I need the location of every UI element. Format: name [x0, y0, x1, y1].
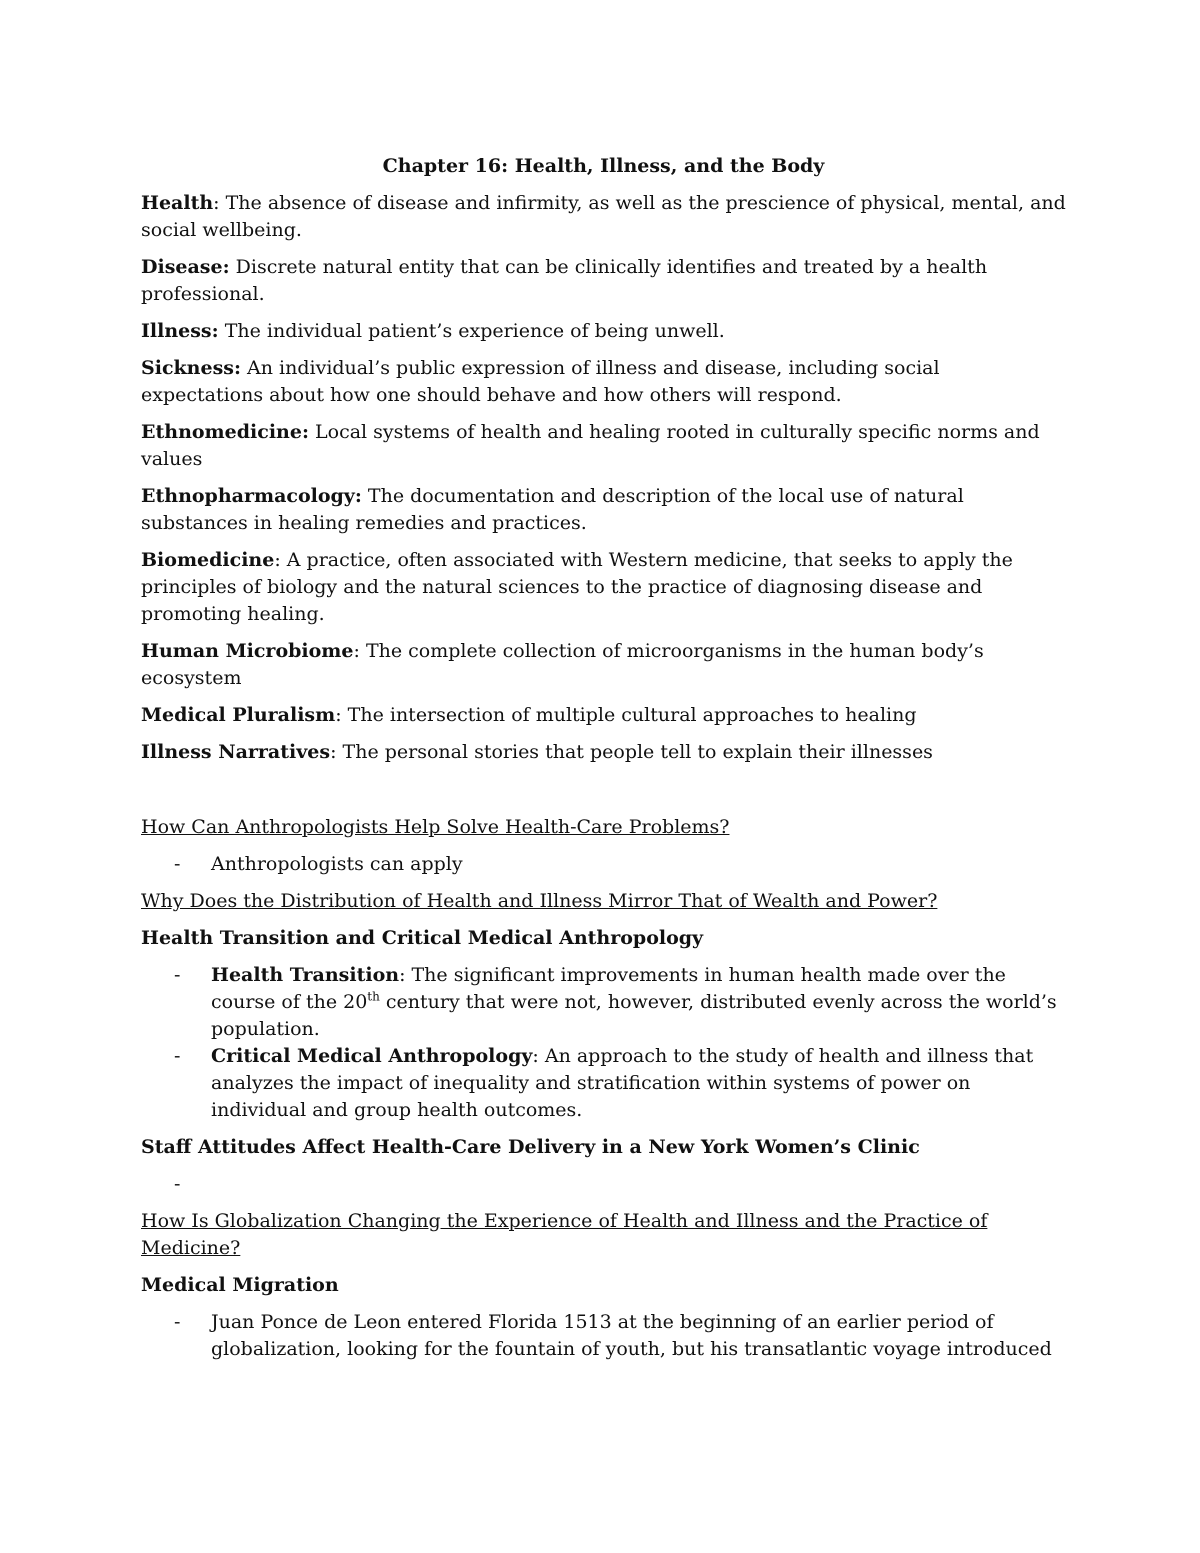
term-label: Ethnopharmacology: — [141, 485, 362, 507]
term-definition: The intersection of multiple cultural approaches to healing — [347, 704, 917, 726]
definition-health: Health: The absence of disease and infirmity, as well as the prescience of physical, mental, and social wellbeing. — [141, 192, 1066, 241]
dash-marker: - — [174, 1045, 181, 1067]
term-label: Health Transition — [211, 964, 400, 986]
term-definition: A practice, often associated with Western medicine, that seeks to apply the principles of biology and the natural sciences to the practice of diagnosing disease and promoting healing. — [141, 549, 1013, 625]
term-label: Medical Pluralism — [141, 704, 336, 726]
definition-biomedicine: Biomedicine: A practice, often associated with Western medicine, that seeks to apply the principles of biology and the natural sciences to the practice of diagnosing disease and promoting healing. — [141, 549, 1013, 625]
list-item: - Health Transition: The significant improvements in human health made over the course of the 20th century that were not, however, distributed evenly across the world’s population. — [174, 964, 1057, 1040]
term-label: Health — [141, 192, 214, 214]
term-label: Critical Medical Anthropology — [211, 1045, 533, 1067]
term-label: Human Microbiome — [141, 640, 354, 662]
bullet-list — [141, 1309, 1066, 1363]
term-definition: The documentation and description of the local use of natural substances in healing remedies and practices. — [141, 485, 964, 534]
dash-marker: - — [174, 1173, 181, 1195]
term-definition: The complete collection of microorganisms in the human body’s ecosystem — [141, 640, 984, 689]
section-heading-medical-migration: Medical Migration — [141, 1274, 339, 1296]
term-definition: An individual’s public expression of illness and disease, including social expectations about how one should behave and how others will respond. — [141, 357, 940, 406]
bullet-list — [141, 1171, 1066, 1198]
list-item: - Juan Ponce de Leon entered Florida 1513 at the beginning of an earlier period of globalization, looking for the fountain of youth, but his transatlantic voyage introduced — [174, 1311, 1052, 1360]
term-definition: The personal stories that people tell to explain their illnesses — [342, 741, 933, 763]
definition-human-microbiome: Human Microbiome: The complete collection of microorganisms in the human body’s ecosystem — [141, 640, 984, 689]
question-heading-globalization: How Is Globalization Changing the Experience of Health and Illness and the Practice of Medicine? — [141, 1210, 988, 1259]
list-item: - Anthropologists can apply — [141, 851, 1066, 878]
section-heading-health-transition: Health Transition and Critical Medical Anthropology — [141, 927, 704, 949]
definition-illness-narratives: Illness Narratives: The personal stories that people tell to explain their illnesses — [141, 741, 933, 763]
chapter-title: Chapter 16: Health, Illness, and the Body — [382, 155, 825, 177]
blank-line — [141, 776, 1066, 814]
bullet-list — [141, 962, 1066, 1124]
definition-illness — [141, 318, 1066, 345]
dash-marker: - — [174, 853, 181, 875]
list-item: - Critical Medical Anthropology: An approach to the study of health and illness that analyzes the impact of inequality and stratification within systems of power on individual and group health outcomes. — [174, 1045, 1034, 1121]
document-page — [141, 153, 1066, 1373]
term-definition: Local systems of health and healing rooted in culturally specific norms and values — [141, 421, 1040, 470]
definition-medical-pluralism: Medical Pluralism: The intersection of multiple cultural approaches to healing — [141, 704, 917, 726]
term-label: Illness Narratives — [141, 741, 331, 763]
term-definition: Discrete natural entity that can be clinically identifies and treated by a health professional. — [141, 256, 988, 305]
list-item — [141, 1171, 1066, 1198]
term-label: Illness: — [141, 320, 219, 342]
definition-ethnomedicine — [141, 419, 1066, 473]
dash-marker: - — [174, 964, 181, 986]
term-label: Biomedicine — [141, 549, 275, 571]
dash-marker: - — [174, 1311, 181, 1333]
term-label: Sickness: — [141, 357, 241, 379]
term-definition: The absence of disease and infirmity, as well as the prescience of physical, mental, and social wellbeing. — [141, 192, 1066, 241]
term-definition: The individual patient’s experience of being unwell. — [224, 320, 725, 342]
question-heading-distribution: Why Does the Distribution of Health and Illness Mirror That of Wealth and Power? — [141, 890, 938, 912]
term-label: Ethnomedicine: — [141, 421, 309, 443]
term-label: Disease: — [141, 256, 230, 278]
section-heading-staff-attitudes: Staff Attitudes Affect Health-Care Delivery in a New York Women’s Clinic — [141, 1136, 920, 1158]
definition-sickness — [141, 355, 1066, 409]
bullet-list — [141, 851, 1066, 878]
definition-disease — [141, 254, 1066, 308]
question-heading-health-care-problems: How Can Anthropologists Help Solve Health-Care Problems? — [141, 816, 730, 838]
definition-ethnopharmacology — [141, 483, 1066, 537]
